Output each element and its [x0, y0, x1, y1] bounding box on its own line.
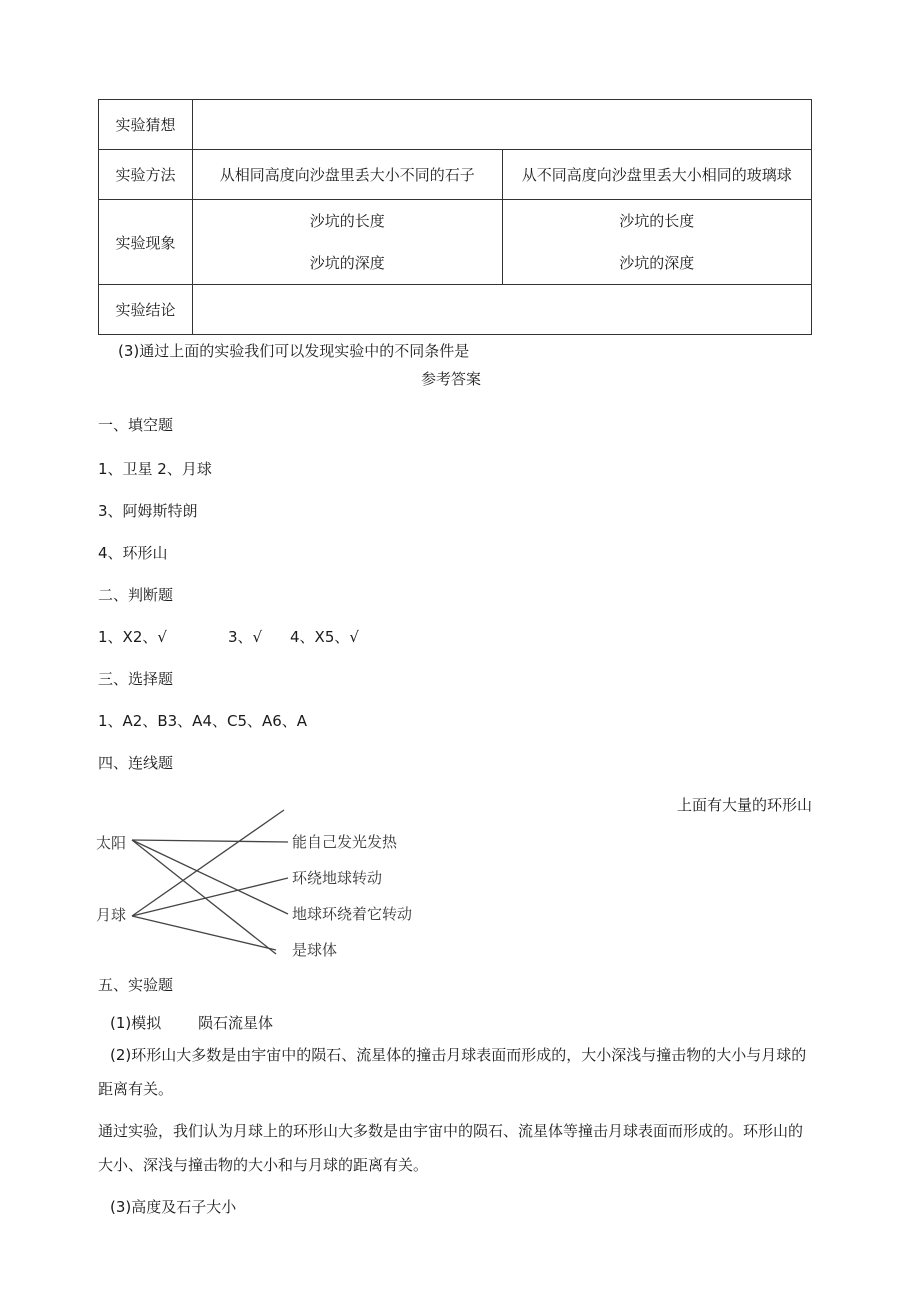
choice-answers: 1、A2、B3、A4、C5、A6、A [98, 712, 308, 730]
row-label-conclusion: 实验结论 [99, 285, 193, 335]
judge-answer-2: 3、√ [228, 628, 263, 646]
phenomenon-cell-1 [193, 200, 503, 285]
left-item-sun: 太阳 [96, 834, 127, 852]
experiment-answer-3: (3)高度及石子大小 [110, 1198, 237, 1216]
guess-cell [193, 100, 812, 150]
fill-answer-1: 1、卫星 2、月球 [98, 460, 212, 478]
judge-answer-3: 4、X5、√ [290, 628, 359, 646]
experiment-table [98, 99, 812, 335]
right-item-earth-orbits: 地球环绕着它转动 [292, 905, 413, 923]
fill-answer-3: 4、环形山 [98, 544, 168, 562]
table-row [99, 100, 812, 150]
row-label-guess: 实验猜想 [99, 100, 193, 150]
experiment-answer-2: (2)环形山大多数是由宇宙中的陨石、流星体的撞击月球表面而形成的，大小深浅与撞击物的大小与月球的距离有关。 [98, 1046, 807, 1098]
match-top-right: 上面有大量的环形山 [676, 796, 812, 814]
right-item-orbit-earth: 环绕地球转动 [292, 869, 383, 887]
right-item-sphere: 是球体 [292, 941, 338, 959]
section-experiment-title: 五、实验题 [98, 976, 174, 994]
section-fill-title: 一、填空题 [98, 416, 174, 434]
judge-answer-1: 1、X2、√ [98, 628, 167, 646]
experiment-answer-2b: 通过实验，我们认为月球上的环形山大多数是由宇宙中的陨石、流星体等撞击月球表面而形成的。环形山的大小、深浅与撞击物的大小和与月球的距离有关。 [98, 1122, 804, 1174]
method-cell-2: 从不同高度向沙盘里丢大小相同的玻璃球 [502, 150, 812, 200]
phenomenon-cell-2 [502, 200, 812, 285]
table-row [99, 285, 812, 335]
match-line [132, 840, 276, 954]
table-row [99, 200, 812, 285]
answer-title: 参考答案 [421, 370, 482, 388]
right-item-glow: 能自己发光发热 [292, 833, 398, 851]
match-line [132, 840, 288, 914]
left-item-moon: 月球 [96, 906, 127, 924]
section-choice-title: 三、选择题 [98, 670, 174, 688]
phenomenon-length: 沙坑的长度 [619, 212, 695, 230]
match-line [132, 878, 288, 916]
phenomenon-length: 沙坑的长度 [309, 212, 385, 230]
phenomenon-depth: 沙坑的深度 [619, 254, 695, 272]
table-row [99, 150, 812, 200]
experiment-answer-1b: 陨石流星体 [198, 1014, 274, 1032]
phenomenon-depth: 沙坑的深度 [309, 254, 385, 272]
section-judge-title: 二、判断题 [98, 586, 174, 604]
match-line [132, 916, 276, 950]
row-label-phenomenon: 实验现象 [99, 200, 193, 285]
matching-diagram [90, 808, 430, 960]
fill-answer-2: 3、阿姆斯特朗 [98, 502, 198, 520]
match-line [132, 840, 288, 842]
row-label-method: 实验方法 [99, 150, 193, 200]
method-cell-1: 从相同高度向沙盘里丢大小不同的石子 [193, 150, 503, 200]
experiment-answer-1a: (1)模拟 [110, 1014, 162, 1032]
question-3: (3)通过上面的实验我们可以发现实验中的不同条件是 [118, 342, 470, 360]
conclusion-cell [193, 285, 812, 335]
section-match-title: 四、连线题 [98, 754, 174, 772]
